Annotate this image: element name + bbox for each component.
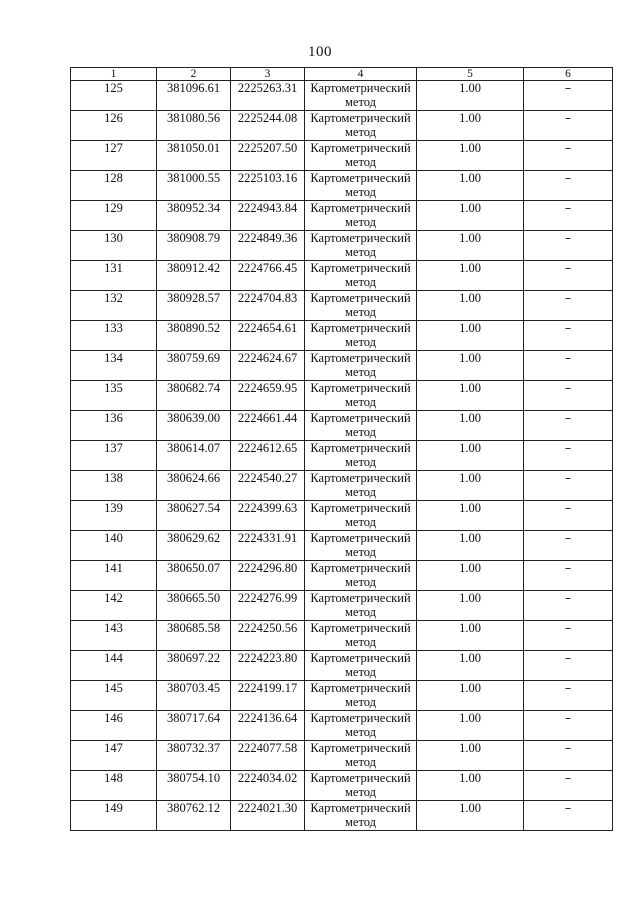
cell-point-number: 142	[71, 591, 157, 621]
cell-method: Картометрический метод	[305, 111, 417, 141]
cell-point-number: 133	[71, 321, 157, 351]
cell-precision: 1.00	[417, 321, 524, 351]
table-row	[71, 111, 613, 141]
cell-y-coordinate: 2224704.83	[231, 291, 305, 321]
cell-x-coordinate: 380912.42	[157, 261, 231, 291]
table-row	[71, 141, 613, 171]
column-header: 4	[305, 68, 417, 81]
cell-point-number: 138	[71, 471, 157, 501]
column-header: 1	[71, 68, 157, 81]
cell-precision: 1.00	[417, 171, 524, 201]
cell-precision: 1.00	[417, 441, 524, 471]
table-row	[71, 561, 613, 591]
cell-precision: 1.00	[417, 111, 524, 141]
cell-precision: 1.00	[417, 561, 524, 591]
cell-point-number: 146	[71, 711, 157, 741]
table-row	[71, 501, 613, 531]
cell-method: Картометрический метод	[305, 81, 417, 111]
cell-y-coordinate: 2224077.58	[231, 741, 305, 771]
cell-method: Картометрический метод	[305, 471, 417, 501]
cell-point-number: 145	[71, 681, 157, 711]
cell-point-number: 141	[71, 561, 157, 591]
page-number: 100	[308, 44, 332, 60]
cell-precision: 1.00	[417, 411, 524, 441]
cell-method: Картометрический метод	[305, 561, 417, 591]
cell-y-coordinate: 2224612.65	[231, 441, 305, 471]
cell-note: –	[524, 111, 613, 141]
cell-x-coordinate: 381000.55	[157, 171, 231, 201]
cell-note: –	[524, 81, 613, 111]
cell-point-number: 135	[71, 381, 157, 411]
cell-y-coordinate: 2224136.64	[231, 711, 305, 741]
table-row	[71, 531, 613, 561]
cell-x-coordinate: 380685.58	[157, 621, 231, 651]
cell-method: Картометрический метод	[305, 171, 417, 201]
table-row	[71, 591, 613, 621]
cell-method: Картометрический метод	[305, 531, 417, 561]
cell-point-number: 134	[71, 351, 157, 381]
cell-x-coordinate: 380717.64	[157, 711, 231, 741]
cell-note: –	[524, 471, 613, 501]
cell-note: –	[524, 201, 613, 231]
cell-x-coordinate: 381080.56	[157, 111, 231, 141]
cell-x-coordinate: 380890.52	[157, 321, 231, 351]
cell-note: –	[524, 291, 613, 321]
table-row	[71, 681, 613, 711]
cell-note: –	[524, 771, 613, 801]
cell-point-number: 132	[71, 291, 157, 321]
cell-point-number: 139	[71, 501, 157, 531]
cell-method: Картометрический метод	[305, 441, 417, 471]
cell-precision: 1.00	[417, 801, 524, 831]
cell-precision: 1.00	[417, 501, 524, 531]
cell-y-coordinate: 2224199.17	[231, 681, 305, 711]
column-header: 2	[157, 68, 231, 81]
table-row	[71, 351, 613, 381]
column-header: 6	[524, 68, 613, 81]
cell-precision: 1.00	[417, 681, 524, 711]
cell-x-coordinate: 380697.22	[157, 651, 231, 681]
table-header-row	[71, 68, 613, 81]
cell-point-number: 137	[71, 441, 157, 471]
cell-note: –	[524, 621, 613, 651]
table-row	[71, 201, 613, 231]
cell-precision: 1.00	[417, 651, 524, 681]
cell-y-coordinate: 2224661.44	[231, 411, 305, 441]
cell-method: Картометрический метод	[305, 501, 417, 531]
cell-method: Картометрический метод	[305, 651, 417, 681]
cell-precision: 1.00	[417, 81, 524, 111]
cell-method: Картометрический метод	[305, 381, 417, 411]
table-row	[71, 711, 613, 741]
table-row	[71, 261, 613, 291]
cell-point-number: 144	[71, 651, 157, 681]
cell-method: Картометрический метод	[305, 411, 417, 441]
table-row	[71, 771, 613, 801]
table-row	[71, 381, 613, 411]
cell-point-number: 126	[71, 111, 157, 141]
cell-y-coordinate: 2225103.16	[231, 171, 305, 201]
cell-y-coordinate: 2224296.80	[231, 561, 305, 591]
cell-note: –	[524, 741, 613, 771]
cell-x-coordinate: 380665.50	[157, 591, 231, 621]
cell-method: Картометрический метод	[305, 741, 417, 771]
cell-method: Картометрический метод	[305, 201, 417, 231]
cell-y-coordinate: 2224540.27	[231, 471, 305, 501]
cell-y-coordinate: 2224223.80	[231, 651, 305, 681]
cell-note: –	[524, 531, 613, 561]
cell-y-coordinate: 2224659.95	[231, 381, 305, 411]
cell-point-number: 127	[71, 141, 157, 171]
cell-note: –	[524, 501, 613, 531]
cell-point-number: 125	[71, 81, 157, 111]
cell-method: Картометрический метод	[305, 351, 417, 381]
cell-note: –	[524, 591, 613, 621]
table-row	[71, 321, 613, 351]
cell-precision: 1.00	[417, 141, 524, 171]
cell-method: Картометрический метод	[305, 801, 417, 831]
cell-point-number: 147	[71, 741, 157, 771]
cell-y-coordinate: 2224943.84	[231, 201, 305, 231]
cell-precision: 1.00	[417, 201, 524, 231]
column-header: 3	[231, 68, 305, 81]
cell-y-coordinate: 2225263.31	[231, 81, 305, 111]
cell-point-number: 149	[71, 801, 157, 831]
cell-note: –	[524, 321, 613, 351]
cell-point-number: 143	[71, 621, 157, 651]
cell-method: Картометрический метод	[305, 771, 417, 801]
cell-note: –	[524, 231, 613, 261]
cell-note: –	[524, 351, 613, 381]
cell-x-coordinate: 381096.61	[157, 81, 231, 111]
table-row	[71, 471, 613, 501]
cell-x-coordinate: 381050.01	[157, 141, 231, 171]
cell-point-number: 148	[71, 771, 157, 801]
cell-precision: 1.00	[417, 621, 524, 651]
cell-point-number: 131	[71, 261, 157, 291]
table-row	[71, 741, 613, 771]
cell-method: Картометрический метод	[305, 231, 417, 261]
cell-precision: 1.00	[417, 291, 524, 321]
table-row	[71, 651, 613, 681]
cell-precision: 1.00	[417, 231, 524, 261]
cell-y-coordinate: 2224250.56	[231, 621, 305, 651]
cell-precision: 1.00	[417, 711, 524, 741]
cell-precision: 1.00	[417, 261, 524, 291]
cell-y-coordinate: 2224021.30	[231, 801, 305, 831]
cell-note: –	[524, 411, 613, 441]
cell-x-coordinate: 380759.69	[157, 351, 231, 381]
cell-method: Картометрический метод	[305, 291, 417, 321]
table-row	[71, 81, 613, 111]
cell-precision: 1.00	[417, 471, 524, 501]
cell-point-number: 129	[71, 201, 157, 231]
cell-note: –	[524, 651, 613, 681]
cell-x-coordinate: 380624.66	[157, 471, 231, 501]
cell-x-coordinate: 380762.12	[157, 801, 231, 831]
cell-precision: 1.00	[417, 741, 524, 771]
cell-note: –	[524, 261, 613, 291]
cell-x-coordinate: 380928.57	[157, 291, 231, 321]
cell-method: Картометрический метод	[305, 321, 417, 351]
cell-x-coordinate: 380629.62	[157, 531, 231, 561]
cell-method: Картометрический метод	[305, 621, 417, 651]
cell-precision: 1.00	[417, 381, 524, 411]
cell-x-coordinate: 380639.00	[157, 411, 231, 441]
cell-y-coordinate: 2224624.67	[231, 351, 305, 381]
table-body	[71, 81, 613, 831]
cell-y-coordinate: 2224276.99	[231, 591, 305, 621]
cell-x-coordinate: 380614.07	[157, 441, 231, 471]
cell-precision: 1.00	[417, 591, 524, 621]
cell-y-coordinate: 2225244.08	[231, 111, 305, 141]
cell-precision: 1.00	[417, 351, 524, 381]
table-row	[71, 441, 613, 471]
cell-note: –	[524, 681, 613, 711]
coordinates-table	[70, 67, 613, 831]
table-row	[71, 621, 613, 651]
table-row	[71, 291, 613, 321]
cell-point-number: 136	[71, 411, 157, 441]
cell-method: Картометрический метод	[305, 141, 417, 171]
table-row	[71, 411, 613, 441]
table-row	[71, 801, 613, 831]
table-row	[71, 171, 613, 201]
cell-y-coordinate: 2224654.61	[231, 321, 305, 351]
cell-method: Картометрический метод	[305, 681, 417, 711]
cell-y-coordinate: 2224034.02	[231, 771, 305, 801]
cell-point-number: 128	[71, 171, 157, 201]
cell-precision: 1.00	[417, 771, 524, 801]
cell-x-coordinate: 380908.79	[157, 231, 231, 261]
cell-x-coordinate: 380682.74	[157, 381, 231, 411]
cell-y-coordinate: 2224766.45	[231, 261, 305, 291]
cell-y-coordinate: 2224331.91	[231, 531, 305, 561]
cell-x-coordinate: 380650.07	[157, 561, 231, 591]
cell-note: –	[524, 171, 613, 201]
cell-method: Картометрический метод	[305, 261, 417, 291]
cell-method: Картометрический метод	[305, 591, 417, 621]
cell-x-coordinate: 380754.10	[157, 771, 231, 801]
cell-x-coordinate: 380952.34	[157, 201, 231, 231]
cell-y-coordinate: 2225207.50	[231, 141, 305, 171]
cell-note: –	[524, 141, 613, 171]
cell-note: –	[524, 381, 613, 411]
cell-x-coordinate: 380732.37	[157, 741, 231, 771]
cell-method: Картометрический метод	[305, 711, 417, 741]
cell-note: –	[524, 441, 613, 471]
column-header: 5	[417, 68, 524, 81]
cell-note: –	[524, 711, 613, 741]
cell-note: –	[524, 561, 613, 591]
cell-precision: 1.00	[417, 531, 524, 561]
cell-point-number: 130	[71, 231, 157, 261]
cell-note: –	[524, 801, 613, 831]
cell-point-number: 140	[71, 531, 157, 561]
cell-y-coordinate: 2224849.36	[231, 231, 305, 261]
cell-x-coordinate: 380627.54	[157, 501, 231, 531]
cell-x-coordinate: 380703.45	[157, 681, 231, 711]
cell-y-coordinate: 2224399.63	[231, 501, 305, 531]
table-row	[71, 231, 613, 261]
